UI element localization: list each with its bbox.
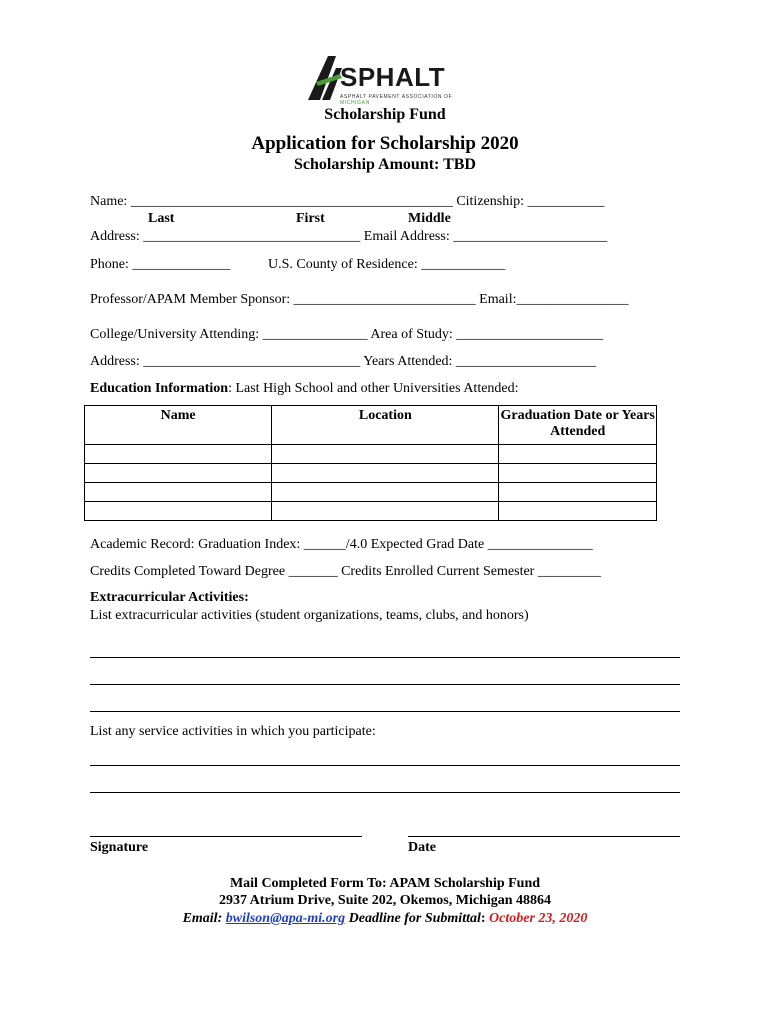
email-link[interactable]: bwilson@apa-mi.org [225, 911, 346, 926]
education-table [84, 405, 657, 521]
name-sub-first: First [296, 211, 325, 226]
address-years-field[interactable]: Address: _______________________________ Years Attended: ____________________ [90, 354, 596, 369]
table-row[interactable] [85, 464, 657, 483]
service-prompt: List any service activities in which you participate: [90, 724, 376, 739]
service-line[interactable] [90, 792, 680, 793]
table-row[interactable] [85, 483, 657, 502]
college-field[interactable]: College/University Attending: _______________ Area of Study: _____________________ [90, 327, 604, 342]
fund-heading: Scholarship Fund [324, 106, 446, 123]
phone-field[interactable]: Phone: ______________ [90, 257, 231, 272]
col-graduation-header: Graduation Date or Years Attended [499, 406, 657, 445]
page-title: Application for Scholarship 2020 [251, 133, 519, 154]
name-sub-middle: Middle [408, 211, 451, 226]
col-name-header: Name [85, 406, 272, 445]
mail-address-line: 2937 Atrium Drive, Suite 202, Okemos, Michigan 48864 [218, 893, 552, 908]
extracurricular-line[interactable] [90, 711, 680, 712]
address-email-field[interactable]: Address: _______________________________ Email Address: ______________________ [90, 229, 608, 244]
credits-field[interactable]: Credits Completed Toward Degree _______ Credits Enrolled Current Semester _________ [90, 564, 601, 579]
extracurricular-heading: Extracurricular Activities: [90, 590, 249, 605]
date-line[interactable] [408, 836, 680, 837]
name-sub-last: Last [148, 211, 175, 226]
mail-email-deadline: Email: bwilson@apa-mi.org Deadline for Submittal: October 23, 2020 [182, 911, 588, 926]
table-row[interactable] [85, 502, 657, 521]
signature-label: Signature [90, 840, 149, 855]
signature-line[interactable] [90, 836, 362, 837]
logo-wordmark: SPHALT [340, 62, 446, 92]
mail-to-line: Mail Completed Form To: APAM Scholarship Fund [229, 876, 541, 891]
scholarship-amount: Scholarship Amount: TBD [294, 156, 476, 173]
extracurricular-line[interactable] [90, 657, 680, 658]
deadline-date: October 23, 2020 [489, 911, 588, 926]
education-info: Education Information: Last High School and other Universities Attended: [90, 381, 519, 396]
logo-tagline: ASPHALT PAVEMENT ASSOCIATION OF MICHIGAN [340, 94, 453, 106]
name-citizenship-field[interactable]: Name: ______________________________________________ Citizenship: ___________ [90, 194, 605, 209]
service-line[interactable] [90, 765, 680, 766]
asphalt-logo [306, 52, 466, 104]
sponsor-field[interactable]: Professor/APAM Member Sponsor: __________________________ Email:________________ [90, 292, 629, 307]
academic-record-field[interactable]: Academic Record: Graduation Index: ______/4.0 Expected Grad Date _______________ [90, 537, 593, 552]
county-field[interactable]: U.S. County of Residence: ____________ [268, 257, 506, 272]
col-location-header: Location [272, 406, 499, 445]
date-label: Date [408, 840, 436, 855]
table-row[interactable] [85, 445, 657, 464]
extracurricular-prompt: List extracurricular activities (student organizations, teams, clubs, and honors) [90, 608, 529, 623]
extracurricular-line[interactable] [90, 684, 680, 685]
